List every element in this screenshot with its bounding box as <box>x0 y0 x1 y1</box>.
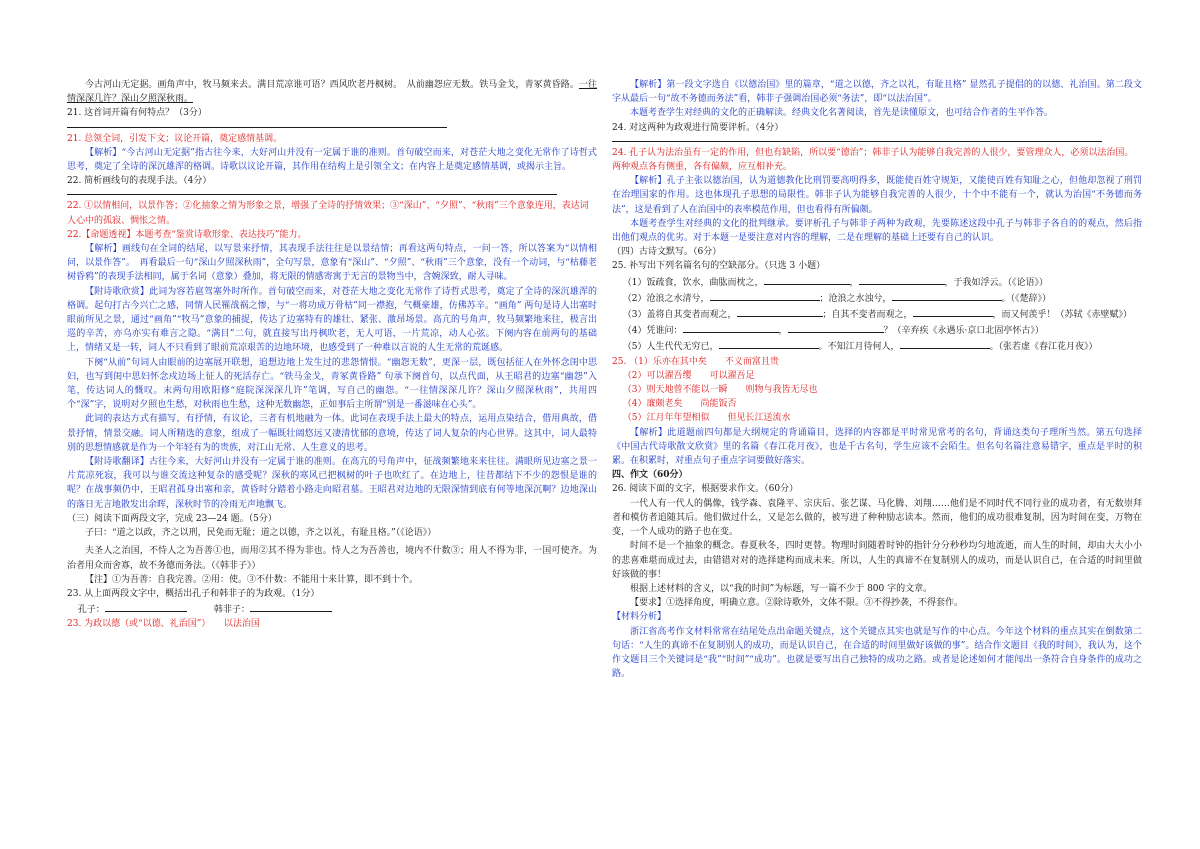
question-22: 22. 简析画线句的表现手法。（4分） <box>67 176 212 187</box>
right-column <box>612 78 1142 681</box>
fill-5-text-c: 。（张若虚《春江花月夜》） <box>989 342 1098 353</box>
fill-1-blank-2[interactable] <box>859 274 945 285</box>
answer-22: 22. ①以情相问，以景作答；②化抽象之情为形象之景，增强了全诗的抒情效果；③“深山”、“夕照”、“秋雨”三个意象连用，表达词人心中的孤寂、惆怅之情。 <box>67 201 589 226</box>
analysis-24: 【解析】孔子主张以德治国，认为道德教化比刑罚要高明得多，既能使百姓守规矩，又能使百姓有知耻之心，但他却忽视了刑罚在治理国家的作用。这也体现孔子思想的局限性。韩非子认为能够自我完善的人很少，十个中不能有一个，就认为治国“不务德而务法”，这是看到了人在治国中的表率模范作用，但也看得有所偏颇。 <box>612 176 1142 215</box>
appreciation-1: 【附诗歌欣赏】此词为容若扈驾塞外时所作。首句破空而来，对苍茫大地之变化无常作了诗哲式思考，奠定了全诗的深沉雄浑的格调。起句打古今兴亡之感，同情人民罹战祸之惨，与“一将功成万骨枯”同一襟抱，气概豪雄，仿佛苏辛。“画角” 两句是诗人出塞时眼前所见之景，通过“画角”“牧马”意象的捕捉，传达了边塞特有的雄壮、紧张、激昂场景。高亢的号角声，牧马频繁地来往，极言出巡的辛苦，亦乌亦实有难言之隐。“满目”二句，就直接写出丹枫吹老，无人可语，一片荒凉，动人心弦。下阕内容在前两句的基础上，情绪又是一转，词人不只看到了眼前荒凉艰苦的边地环境，也感受到了一种难以言说的人生无常的荒诞感。 <box>67 286 597 354</box>
analysis-23-note: 本题考查学生对经典的文化的正确解读。经典文化名著阅读，首先是读懂原文，也可结合作者的生平作答。 <box>630 108 1054 119</box>
section-composition-heading: 四、作文（60分） <box>612 470 688 481</box>
appreciation-3: 此词的表达方式有描写，有抒情，有议论，三者有机地融为一体。此词在表现手法上最大的特点，运用点染结合，借用典故，借景抒情，情景交融。词人所精选的意象，组成了一幅既壮阔悠远又凄清忧郁的意境，传达了词人复杂的内心世界。这其中，词人最特别的思想情感就是作为一个年轻有为的贵族，对江山无常、人生意义的思考。 <box>67 414 597 453</box>
answer-23 <box>67 617 597 631</box>
hanfeizi-label: 韩非子： <box>213 605 250 616</box>
kongzi-blank[interactable] <box>105 601 187 612</box>
answer-line <box>67 123 447 128</box>
fill-item-5 <box>612 338 1142 354</box>
material-analysis-heading: 【材料分析】 <box>612 612 667 623</box>
material-paragraph-1: 一代人有一代人的偶像，钱学森、袁隆平、宗庆后、张艺谋、马化腾、刘翔……他们是不同时代不同行业的成功者，有无数崇拜者和模仿者追随其后。他们做过什么，又是怎么做的，被写进了种种励志读本。然而，他们的成功很难复制，因为时间在变，万物在变，一个人成功的路子也在变。 <box>612 498 1142 538</box>
fill-4-text-c: ？（辛弃疾《永遇乐·京口北固亭怀古》） <box>883 326 1044 337</box>
analysis-21: 【解析】“今古河山无定据”指古往今来，大好河山并没有一定属于谁的准则。首句破空而来，对苍茫大地之变化无常作了诗哲式思考，奠定了全诗的深沉雄浑的格调。诗歌以议论开篇，其作用在结构上是引领全文；在内容上是奠定感情基调，或揭示主旨。 <box>67 147 597 173</box>
composition-requirements: 【要求】①选择角度，明确立意。②除诗歌外，文体不限。③不得抄袭，不得套作。 <box>630 598 964 609</box>
fill-3-text-c: ，而又何羡乎！（苏轼《赤壁赋》） <box>992 310 1133 321</box>
answer-23-kongzi: 23. 为政以德（或“以德、礼治国”） <box>67 619 206 630</box>
fill-3-blank-1[interactable] <box>737 306 823 317</box>
question-26: 26. 阅读下面的文字，根据要求作文。（60分） <box>612 484 799 495</box>
answer-23-hanfeizi: 以法治国 <box>223 619 260 630</box>
answer-25-5: （5）江月年年望相似 但见长江送流水 <box>622 413 791 424</box>
fill-item-3 <box>612 306 1142 322</box>
fill-5-text-b: 。不知江月待何人， <box>818 342 900 353</box>
fill-4-blank-1[interactable] <box>683 322 779 333</box>
poem-text <box>67 78 597 106</box>
answer-line <box>612 137 1102 142</box>
answer-22-point: 22.【命题透视】本题考查“鉴赏诗歌形象、表达技巧”能力。 <box>67 229 307 240</box>
fill-1-blank-1[interactable] <box>764 274 850 285</box>
question-23-blanks <box>67 601 597 617</box>
poem-body: 今古河山无定据。画角声中，牧马频来去。满目荒凉谁可语？西风吹老丹枫树。 从前幽怨应无数。铁马金戈，青冢黄昏路。 <box>85 80 579 90</box>
material-analysis-text: 浙江省高考作文材料常常在结尾处点出命题关键点，这个关键点其实也就是写作的中心点。今年这个材料的重点其实在倒数第二句话：“人生的真谛不在复制别人的成功，而是认识自己，在合适的时间里做好该做的事”。结合作文题目《我的时间》，我认为，这个作文题目三个关键词是“我”“时间”“成功”。也就是要写出自己独特的成功之路。或者是论述如何才能闯出一条符合自身条件的成功之路。 <box>612 626 1142 680</box>
section-four-heading: （四）古诗文默写。（6分） <box>612 247 722 258</box>
analysis-24-note: 本题考查学生对经典的文化的批判继承。要评析孔子与韩非子两种为政观，先要陈述这段中孔子与韩非子各自的的观点，然后指出他们观点的优劣。对于本题一是要注意对内容的理解，二是在理解的基础上还要有自己的认识。 <box>612 218 1142 244</box>
fill-2-blank-2[interactable] <box>892 290 1002 301</box>
composition-task: 根据上述材料的含义，以“我的时间”为标题，写一篇不少于 800 字的文章。 <box>630 583 933 594</box>
analysis-23: 【解析】第一段文字选自《以德治国》里的篇章，“道之以德，齐之以礼，有耻且格” 显然孔子提倡的的以德、礼治国。第二段文字从最后一句“故不务德而务法”看，韩非子强调治国必须“务法”，即“以法治国”。 <box>612 80 1142 105</box>
answer-25-1: 25. （1）乐亦在其中矣 不义而富且贵 <box>612 356 779 367</box>
fill-3-text-a: （3）盖将自其变者而观之， <box>622 310 737 321</box>
question-21: 21. 这首词开篇有何特点？（3分） <box>67 108 207 119</box>
analysis-22: 【解析】画线句在全词的结尾，以写景来抒情，其表现手法往往是以景结情；再看这两句特点，一问一答，所以答案为“以情相问，以景作答”。 再看最后一句“深山夕照深秋雨”，全句写景，意象有“深山”、“夕照”、“秋雨”三个意象，没有一个动词，与“枯藤老树昏鸦”的表现手法相同，属于名词（意象）叠加，将无限的情感寄寓于无言的景物当中，含婉深致，耐人寻味。 <box>67 244 597 283</box>
question-23: 23. 从上面两段文字中，概括出孔子和韩非子的为政观。（1分） <box>67 588 320 599</box>
appreciation-2: 下阕“从前”句词人由眼前的边塞展开联想，追想边地上发生过的悲怨情恨。“幽怨无数”，更深一层，既包括征人在外怀念闺中思妇，也写到闺中思妇怀念戍边场上征人的死活存亡。“铁马金戈，青冢黄昏路” 句承下阕首句，以点代面，从王昭君的边塞“幽怨”入笔，传达词人的慨叹。末两句用欧阳修“庭院深深深几许”笔调，写自己的幽怨。“一往情深深几许？深山夕照深秋雨”，共用四个“深”字，说明对夕照也生愁，对秋雨也生愁，这种无数幽怨，正如事后主所谓“别是一番滋味在心头”。 <box>67 357 597 411</box>
passage-analects: 子曰：“道之以政，齐之以刑，民免而无耻；道之以德，齐之以礼，有耻且格。”（《论语》） <box>85 528 437 539</box>
answer-line <box>67 190 557 195</box>
fill-1-text-b: ， <box>849 277 859 288</box>
fill-item-2 <box>612 290 1142 306</box>
left-column <box>67 78 597 632</box>
passage-notes: 【注】①为吾善：自我完善。②用：使。③不什数：不能用十来计算，即不到十个。 <box>85 574 419 585</box>
answer-21: 21. 总领全词，引发下文；议论开篇，奠定感情基调。 <box>67 133 283 144</box>
answer-25-4: （4）廉颇老矣 尚能饭否 <box>622 399 737 410</box>
fill-5-blank-1[interactable] <box>719 338 819 349</box>
answer-25-2: （2）可以濯吾缨 可以濯吾足 <box>622 370 755 381</box>
passage-hanfeizi: 夫圣人之治国，不恃人之为吾善①也，而用②其不得为非也。恃人之为吾善也，境内不什数③；用人不得为非，一国可使齐。为治者用众而舍寡，故不务德而务法。（《韩非子》） <box>67 546 597 571</box>
hanfeizi-blank[interactable] <box>250 601 332 612</box>
fill-item-1 <box>612 274 1142 290</box>
fill-3-blank-2[interactable] <box>913 306 993 317</box>
fill-4-text-b: ， <box>778 326 788 337</box>
fill-2-blank-1[interactable] <box>710 290 820 301</box>
fill-5-blank-2[interactable] <box>900 338 990 349</box>
kongzi-label: 孔子： <box>77 605 105 616</box>
question-24: 24. 对这两种为政观进行简要评析。（4分） <box>612 122 784 133</box>
answer-25-3: （3）则天地曾不能以一瞬 则物与我皆无尽也 <box>622 385 818 396</box>
question-25: 25. 补写出下列名篇名句的空缺部分。（只选 3 小题） <box>612 261 826 272</box>
fill-4-blank-2[interactable] <box>788 322 884 333</box>
fill-2-text-b: ；沧浪之水浊兮， <box>819 293 892 304</box>
answer-24: 24. 孔子认为法治虽有一定的作用，但也有缺陷，所以要“德治”；韩非子认为能够自我完善的人很少，要管理众人，必须以法治国。两种观点各有侧重，各有偏颇，应互相补充。 <box>612 147 1134 173</box>
fill-item-4 <box>612 322 1142 338</box>
poem-translation: 【附诗歌翻译】古往今来，大好河山并没有一定属于谁的准则。在高亢的号角声中，征战频繁地来来往往。满眼所见边塞之景一片荒凉死寂，我可以与谁交流这种复杂的感受呢？深秋的寒风已把枫树的叶子也吹红了。在边地上，往昔都结下不少的怨恨是谁的呢？在战事频仍中，王昭君孤身出塞和亲，黄昏时分踏着小路走向昭君墓。王昭君对边地的无限深情到底有何等地深沉啊？边地深山的落日无言地散发出余晖，深秋时节的冷雨无声地飘飞。 <box>67 457 597 510</box>
fill-1-text-a: （1）饭疏食，饮水，曲肱而枕之， <box>622 277 764 288</box>
section-three-heading: （三）阅读下面两段文字，完成 23—24 题。（5分） <box>67 513 277 524</box>
poem-underlined-line: 一往情深深几许？深山夕照深秋雨。 <box>67 80 597 105</box>
analysis-25: 【解析】此道题前四句都是大纲规定的背诵篇目，选择的内容都是平时常见常考的名句，背诵这类句子理所当然。第五句选择《中国古代诗歌散文欣赏》里的名篇《春江花月夜》，也是千古名句，学生应该不会陌生。但名句名篇注意易错字，重点是平时的积累。在积累时，对重点句子重点字词要做好落实。 <box>612 427 1142 467</box>
material-paragraph-2: 时间不是一个抽象的概念。春夏秋冬，四时更替。物理时间随着时钟的指针分分秒秒均匀地流逝，而人生的时间，却由大大小小的悲喜难堪而成过去，由错错对对的选择建构而成未来。所以，人生的真谛不在复制别人的成功，而是认识自己，在合适的时间里做好该做的事！ <box>612 541 1142 580</box>
fill-3-text-b: ；自其不变者而观之， <box>822 310 913 321</box>
fill-4-text-a: （4）凭谁问： <box>622 326 683 337</box>
fill-5-text-a: （5）人生代代无穷已， <box>622 342 719 353</box>
fill-2-text-c: 。（《楚辞》） <box>1001 293 1052 304</box>
fill-1-text-c: ，于我如浮云。（《论语》） <box>944 277 1049 288</box>
fill-2-text-a: （2）沧浪之水清兮， <box>622 293 710 304</box>
